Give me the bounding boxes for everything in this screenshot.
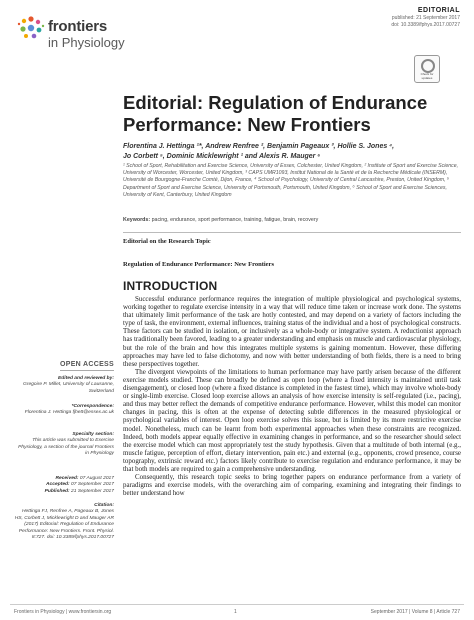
keywords-label: Keywords: [123, 217, 151, 223]
doi-link[interactable]: doi: 10.3389/fphys.2017.00727 [391, 22, 460, 28]
article-meta [391, 6, 460, 29]
title-line: Editorial: Regulation of Endurance [123, 92, 428, 113]
correspondence-value[interactable]: Florentina J. Hettinga fjhett@essex.ac.uk [24, 410, 114, 416]
citation-label: Citation: [94, 503, 114, 508]
open-access-label: OPEN ACCESS [60, 361, 114, 368]
specialty-label: Specialty section: [72, 432, 114, 437]
edited-by [14, 376, 114, 395]
received-value: 07 August 2017 [79, 476, 114, 481]
specialty-value: This article was submitted to Exercise Physiology, a section of the journal Frontiers in Physiology [18, 438, 114, 457]
authors-line: Jo Corbett ⁵, Dominic Micklewright ¹ and Alexis R. Mauger ⁶ [123, 152, 321, 160]
accepted-value: 07 September 2017 [71, 482, 114, 488]
brand-name: frontiers [48, 18, 108, 35]
divider [60, 370, 114, 371]
footer-divider [10, 604, 464, 605]
footer-journal[interactable]: Frontiers in Physiology | www.frontiersin.org [14, 609, 112, 615]
affiliations: ¹ School of Sport, Rehabilitation and Exercise Science, University of Essex, Colchester, United Kingdom, ² Institute of Sport and Exercise Science, University of Worcester, Worcester, United Kingdom, ³ CAPS UMR1093, Institut National de la Santé et de la Recherche Médicale (INSERM), Université de Bourgogne-Franche Comté, Dijon, France, ⁴ School of Psychology, University of Central Lancashire, Preston, United Kingdom, ⁵ Department of Sport and Exercise Science, University of Portsmouth, Portsmouth, United Kingdom, ⁶ School of Sport and Exercise Sciences, University of Kent, Canterbury, United Kingdom [123, 163, 459, 198]
section-heading: INTRODUCTION [123, 279, 218, 293]
page-number: 1 [234, 609, 237, 615]
update-check-icon [421, 59, 435, 73]
edited-label: Edited and reviewed by: [58, 376, 114, 381]
keywords-value: pacing, endurance, sport performance, training, fatigue, brain, recovery [151, 217, 319, 223]
divider [123, 232, 461, 233]
correspondence [14, 404, 114, 417]
research-topic-label: Editorial on the Research Topic [123, 238, 211, 245]
keywords [123, 217, 463, 223]
received-label: Received: [55, 476, 79, 481]
body-text [123, 295, 461, 497]
brand-journal: in Physiology [48, 35, 125, 50]
article-title [123, 92, 453, 136]
journal-logo[interactable] [16, 10, 146, 56]
authors-line: Florentina J. Hettinga ¹*, Andrew Renfree ², Benjamin Pageaux ³, Hollie S. Jones ⁴, [123, 143, 395, 150]
paragraph: The divergent viewpoints of the limitations to human performance may have partly arisen because of the different exercise models studied. These can broadly be defined as open loop (where a fixed intensity is maintained until task disengagement), or closed loop (where a fixed distance is completed in the fastest time), which may involve whole-body or single-limb exercise. Closed loop exercise allows an analysis of how exercise intensity is self-regulated (i.e., pacing), and thus may better reflect the demands of competitive endurance performance. However, whilst this model can monitor changes in pacing, this is often at the expense of detecting subtle differences in the measured physiological or psychological variables of interest. Open loop exercise solves this issue, but is limited by its more restrictive exercise model. Nonetheless, much can be learnt from both experimental approaches when these constraints are recognized. Indeed, both models appear equally effective in examining changes in performance, and so the researcher should select the exercise model which can most appropriately test the study hypothesis. Given that a multitude of both internal (e.g., muscle fatigue, perception of effort, dietary intervention, pain etc.) and external (e.g., opponents, crowd presence, course topography, extrinsic reward etc.) factors likely contribute to exercise regulation and endurance performance, it may be that both models are required to gain a comprehensive understanding. [123, 367, 461, 473]
correspondence-label: *Correspondence: [71, 404, 114, 409]
accepted-label: Accepted: [46, 482, 70, 488]
paragraph: Consequently, this research topic seeks to bring together papers on endurance performance from a variety of paradigms and exercise models, with the overarching aim of comparing, examining and integrating their findings to better understand how [123, 473, 461, 498]
paragraph: Successful endurance performance requires the integration of multiple physiological and psychological systems, working together to regulate exercise intensity in a way that will reduce time taken or increase work done. The systems that ultimately limit performance of the task are hotly contested, and may depend on a variety of factors including the type of task, the environment, external influences, training status of the individual and a host of psychological constructs. These factors can be studied in isolation, or inclusively as a whole-body or integrative system. A reductionist approach has traditionally been favored, leading to a greater understanding and emphasis on muscle and cardiovascular physiology, but the role of the brain and how this integrates multiple systems is gaining momentum. However, these differing approaches may have led to false dichotomy, and now with better understanding of both fields, there is a need to bring these perspectives together. [123, 295, 461, 368]
published-value: 21 September 2017 [71, 488, 114, 494]
citation [14, 503, 114, 541]
footer-issue: September 2017 | Volume 8 | Article 727 [370, 609, 460, 615]
citation-value: Hettinga FJ, Renfree A, Pageaux B, Jones HS, Corbett J, Micklewright D and Mauger AR (2017) Editorial: Regulation of Endurance Performance: New Frontiers. Front. Physiol. 8:727. doi: 10.3389/fphys.2017.00727 [14, 509, 114, 541]
edited-value: Gregoire P. Millet, University of Lausanne, Switzerland [23, 382, 114, 394]
research-topic-title[interactable]: Regulation of Endurance Performance: New Frontiers [123, 261, 274, 268]
dates [14, 476, 114, 495]
specialty-section [14, 432, 114, 458]
title-line: Performance: New Frontiers [123, 114, 371, 135]
check-for-updates-badge[interactable] [414, 55, 440, 83]
article-type: EDITORIAL [417, 7, 460, 14]
published-date: published: 21 September 2017 [391, 15, 460, 21]
frontiers-logo-icon [16, 13, 46, 43]
badge-label: Check for updates [420, 72, 434, 80]
author-list [123, 142, 463, 161]
published-label: Published: [44, 488, 70, 494]
